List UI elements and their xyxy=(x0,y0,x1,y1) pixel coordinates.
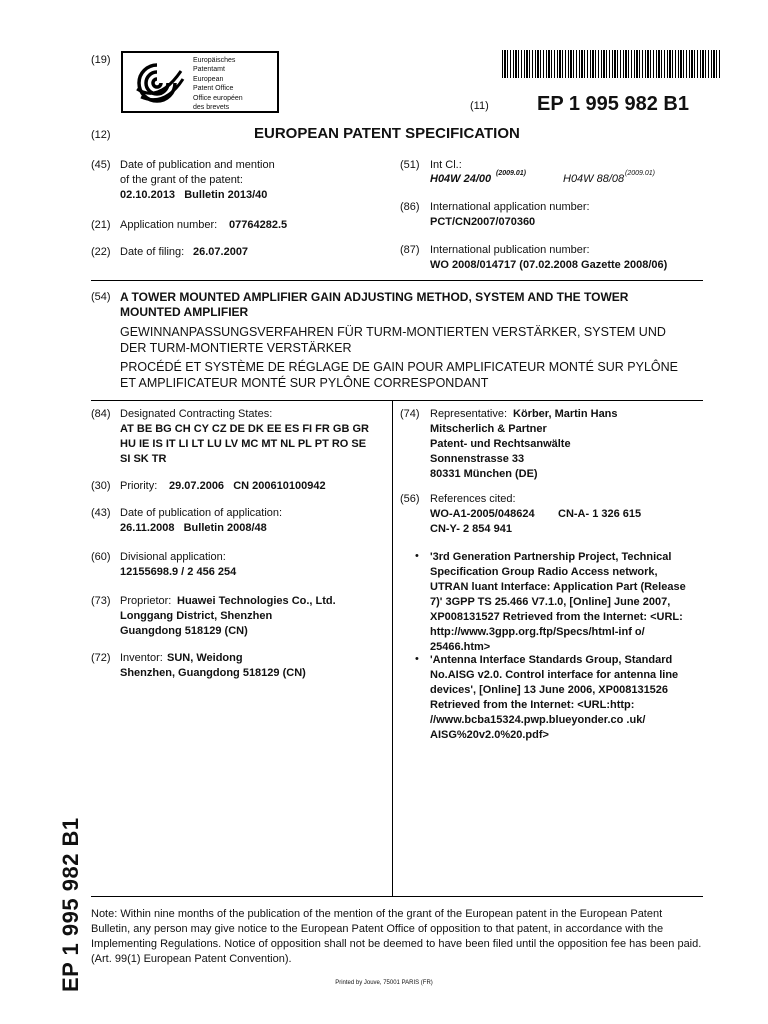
f72-value-2: Shenzhen, Guangdong 518129 (CN) xyxy=(120,667,306,679)
inid-45: (45) xyxy=(91,159,111,171)
side-document-number: EP 1 995 982 B1 xyxy=(58,817,83,992)
title-en-line-1: A TOWER MOUNTED AMPLIFIER GAIN ADJUSTING METHOD, SYSTEM AND THE TOWER xyxy=(120,290,629,304)
f22-value: 26.07.2007 xyxy=(193,246,249,258)
f56-citation-1b: CN-A- 1 326 615 xyxy=(558,508,642,520)
inid-51: (51) xyxy=(400,159,420,171)
f74-label: Representative: xyxy=(430,408,508,420)
inid-22: (22) xyxy=(91,246,111,258)
ref-1-line-4: 7)' 3GPP TS 25.466 V7.1.0, [Online] June 2007, xyxy=(430,596,671,608)
f73-value-3: Guangdong 518129 (CN) xyxy=(120,625,248,637)
f84-states-line-2: HU IE IS IT LI LT LU LV MC MT NL PL PT RO SE xyxy=(120,438,367,450)
f56-citation-2: CN-Y- 2 854 941 xyxy=(430,523,512,535)
inid-11: (11) xyxy=(470,100,489,112)
inid-56: (56) xyxy=(400,493,420,505)
f87-value: WO 2008/014717 (07.02.2008 Gazette 2008/06) xyxy=(430,259,668,271)
ref-2-line-6: AISG%20v2.0%20.pdf> xyxy=(430,729,549,741)
f86-label: International application number: xyxy=(430,201,590,213)
inid-21: (21) xyxy=(91,219,111,231)
rule-middle xyxy=(91,400,703,401)
logo-line-2: Patentamt xyxy=(193,65,225,73)
ref-1-line-5: XP008131527 Retrieved from the Internet: <URL: xyxy=(430,611,683,623)
ref-2-line-2: No.AISG v2.0. Control interface for antenna line xyxy=(430,669,679,681)
f74-value-3: Patent- und Rechtsanwälte xyxy=(430,438,571,450)
f30-value: 29.07.2006 CN 200610100942 xyxy=(169,480,326,492)
inid-74: (74) xyxy=(400,408,420,420)
f56-label: References cited: xyxy=(430,493,516,505)
f87-label: International publication number: xyxy=(430,244,590,256)
f73-value-2: Longgang District, Shenzhen xyxy=(120,610,273,622)
ref-1-line-7: 25466.htm> xyxy=(430,641,491,653)
inid-72: (72) xyxy=(91,652,111,664)
f56-citation-1a: WO-A1-2005/048624 xyxy=(430,508,535,520)
inid-43: (43) xyxy=(91,507,111,519)
epo-logo xyxy=(121,51,279,113)
document-kind-title: EUROPEAN PATENT SPECIFICATION xyxy=(254,125,520,142)
f30-label: Priority: xyxy=(120,480,158,492)
title-fr-line-1: PROCÉDÉ ET SYSTÈME DE RÉGLAGE DE GAIN POUR AMPLIFICATEUR MONTÉ SUR PYLÔNE xyxy=(120,360,678,374)
title-de-line-1: GEWINNANPASSUNGSVERFAHREN FÜR TURM-MONTIERTEN VERSTÄRKER, SYSTEM UND xyxy=(120,325,666,339)
inid-54: (54) xyxy=(91,291,111,303)
inid-84: (84) xyxy=(91,408,111,420)
opposition-note: Note: Within nine months of the publication of the mention of the grant of the European patent in the European Patent Bulletin, any person may give notice to the European Patent Office of opposition to that patent, in accordance with the Implementing Regulations. Notice of opposition shall not be deemed to have been filed until the opposition fee has been paid. (Art. 99(1) European Patent Convention). xyxy=(91,908,702,965)
f74-value-2: Mitscherlich & Partner xyxy=(430,423,547,435)
inid-60: (60) xyxy=(91,551,111,563)
title-en-line-2: MOUNTED AMPLIFIER xyxy=(120,305,249,319)
f86-value: PCT/CN2007/070360 xyxy=(430,216,536,228)
inid-12: (12) xyxy=(91,129,111,141)
ref-2-line-5: //www.bcba15324.pwp.blueyonder.co .uk/ xyxy=(430,714,646,726)
f74-value-1: Körber, Martin Hans xyxy=(513,408,618,420)
logo-line-1: Europäisches xyxy=(193,57,236,64)
f43-value: 26.11.2008 Bulletin 2008/48 xyxy=(120,522,267,534)
epo-emblem-icon xyxy=(129,59,185,107)
f51-label: Int Cl.: xyxy=(430,159,462,171)
inid-19: (19) xyxy=(91,54,111,66)
inid-73: (73) xyxy=(91,595,111,607)
f45-value: 02.10.2013 Bulletin 2013/40 xyxy=(120,189,268,201)
f21-label: Application number: xyxy=(120,219,218,231)
f51-class-2-version: (2009.01) xyxy=(625,170,655,177)
title-de-line-2: DER TURM-MONTIERTE VERSTÄRKER xyxy=(120,341,352,355)
inid-86: (86) xyxy=(400,201,420,213)
f43-label: Date of publication of application: xyxy=(120,507,283,519)
ref-1-line-3: UTRAN luant Interface: Application Part (Release xyxy=(430,581,686,593)
logo-line-3: European xyxy=(193,76,224,83)
bullet-icon: • xyxy=(415,550,419,562)
title-fr-line-2: ET AMPLIFICATEUR MONTÉ SUR PYLÔNE CORRESPONDANT xyxy=(120,376,489,390)
ref-1-line-2: Specification Group Radio Access network, xyxy=(430,566,658,578)
ref-2-line-3: devices', [Online] 13 June 2006, XP008131526 xyxy=(430,684,669,696)
f60-label: Divisional application: xyxy=(120,551,226,563)
f72-value-1: SUN, Weidong xyxy=(167,652,243,664)
f74-value-4: Sonnenstrasse 33 xyxy=(430,453,525,465)
f84-states-line-1: AT BE BG CH CY CZ DE DK EE ES FI FR GB GR xyxy=(120,423,369,435)
column-divider xyxy=(392,400,393,896)
f21-value: 07764282.5 xyxy=(229,219,288,231)
ref-1-line-1: '3rd Generation Partnership Project, Technical xyxy=(430,551,672,563)
document-number: EP 1 995 982 B1 xyxy=(537,93,689,115)
f73-value-1: Huawei Technologies Co., Ltd. xyxy=(177,595,336,607)
ref-1-line-6: http://www.3gpp.org.ftp/Specs/html-inf o/ xyxy=(430,626,645,638)
ref-2-line-4: Retrieved from the Internet: <URL:http: xyxy=(430,699,635,711)
logo-line-5: Office européen xyxy=(193,95,243,102)
inid-87: (87) xyxy=(400,244,420,256)
f84-label: Designated Contracting States: xyxy=(120,408,273,420)
f73-label: Proprietor: xyxy=(120,595,172,607)
f72-label: Inventor: xyxy=(120,652,163,664)
inid-30: (30) xyxy=(91,480,111,492)
f84-states-line-3: SI SK TR xyxy=(120,453,167,465)
f45-label-2: of the grant of the patent: xyxy=(120,174,243,186)
f60-value: 12155698.9 / 2 456 254 xyxy=(120,566,237,578)
f22-label: Date of filing: xyxy=(120,246,185,258)
f51-class-2: H04W 88/08 xyxy=(563,173,625,185)
rule-top xyxy=(91,280,703,281)
printer-footer: Printed by Jouve, 75001 PARIS (FR) xyxy=(335,980,433,986)
f45-label-1: Date of publication and mention xyxy=(120,159,275,171)
ref-2-line-1: 'Antenna Interface Standards Group, Standard xyxy=(430,654,673,666)
f51-class-1-version: (2009.01) xyxy=(496,170,526,177)
f74-value-5: 80331 München (DE) xyxy=(430,468,538,480)
rule-bottom xyxy=(91,896,703,897)
logo-line-6: des brevets xyxy=(193,103,230,111)
f51-class-1: H04W 24/00 xyxy=(430,173,492,185)
logo-line-4: Patent Office xyxy=(193,84,234,92)
barcode xyxy=(502,50,720,78)
bullet-icon: • xyxy=(415,653,419,665)
